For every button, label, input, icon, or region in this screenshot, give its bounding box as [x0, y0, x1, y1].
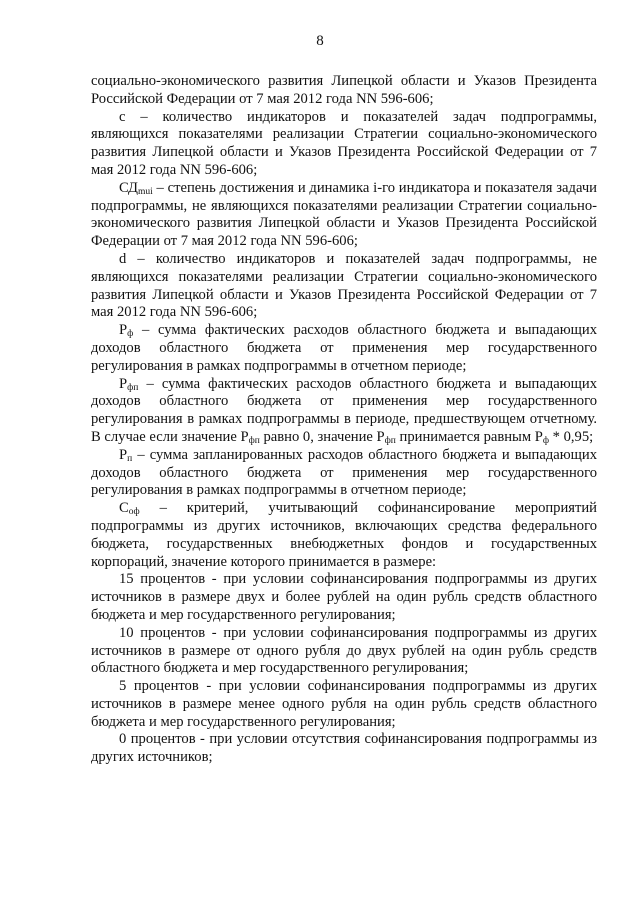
paragraph	[91, 73, 597, 109]
formula-subscript: п	[127, 453, 133, 464]
paragraph-text: – степень достижения и динамика i-го индикатора и показателя задачи подпрограммы, не являющихся показателями реализации Стратегии социально-экономического развития Липецкой области и Указов Президента Российской Федерации от 7 мая 2012 года NN 596-606;	[91, 179, 597, 250]
formula-subscript: mui	[137, 186, 153, 197]
paragraph	[91, 625, 597, 678]
paragraph-text: 10 процентов - при условии софинансирования подпрограммы из других источников в размере от одного рубля до двух рублей на один рубль средств областного бюджета и мер государственного регулирования;	[91, 624, 597, 677]
formula-subscript: фп	[127, 382, 139, 393]
formula-subscript: фп	[384, 435, 396, 446]
formula-subscript: фп	[248, 435, 260, 446]
paragraph	[91, 678, 597, 731]
paragraph-text: d – количество индикаторов и показателей задач подпрограммы, не являющихся показателями реализации Стратегии социально-экономического развития Липецкой области и Указов Президента Российской Федерации от 7 мая 2012 года NN 596-606;	[91, 250, 597, 321]
paragraph-text: принимается равным Р	[395, 428, 543, 445]
document-body	[91, 73, 597, 767]
paragraph-text: 15 процентов - при условии софинансирования подпрограммы из других источников в размере двух и более рублей на один рубль средств областного бюджета и мер государственного регулирования;	[91, 571, 597, 623]
paragraph-text: равно 0, значение Р	[259, 428, 385, 445]
paragraph	[91, 447, 597, 500]
paragraph-text: – сумма фактических расходов областного бюджета и выпадающих доходов областного бюджета от применения мер государственного регулирования в рамках подпрограммы в периоде, предшествующем отчетному. В случае если значение Р	[91, 375, 597, 445]
page-number: 8	[316, 33, 324, 49]
formula-subscript: ф	[127, 329, 134, 340]
formula-symbol: Р	[119, 322, 128, 339]
paragraph	[91, 180, 597, 251]
paragraph-text: * 0,95;	[549, 428, 594, 445]
formula-symbol: С	[119, 500, 129, 517]
formula-subscript: ф	[542, 435, 550, 446]
paragraph-text: c – количество индикаторов и показателей задач подпрограммы, являющихся показателями реализации Стратегии социально-экономического развития Липецкой области и Указов Президента Российской Федерации от 7 мая 2012 года NN 596-606;	[91, 108, 597, 178]
paragraph	[91, 109, 597, 180]
paragraph-text: – сумма фактических расходов областного бюджета и выпадающих доходов областного бюджета от применения мер государственного регулирования в рамках подпрограммы в отчетном периоде;	[91, 322, 597, 374]
paragraph-text: – сумма запланированных расходов областного бюджета и выпадающих доходов областного бюджета от применения мер государственного регулирования в рамках подпрограммы в отчетном периоде;	[91, 446, 597, 499]
paragraph-text: 5 процентов - при условии софинансирования подпрограммы из других источников в размере менее одного рубля на один рубль средств областного бюджета и мер государственного регулирования;	[91, 678, 597, 730]
formula-symbol: Р	[119, 375, 128, 392]
paragraph-text: 0 процентов - при условии отсутствия софинансирования подпрограммы из других источников;	[91, 731, 597, 766]
formula-symbol: Р	[119, 446, 128, 463]
paragraph	[91, 251, 597, 322]
paragraph	[91, 500, 597, 571]
paragraph	[91, 376, 597, 447]
formula-symbol: СД	[119, 179, 138, 196]
paragraph-text: социально-экономического развития Липецкой области и Указов Президента Российской Федерации от 7 мая 2012 года NN 596-606;	[91, 73, 597, 107]
formula-subscript: оф	[128, 507, 140, 518]
paragraph-text: – критерий, учитывающий софинансирование мероприятий подпрограммы из других источников, включающих средства федерального бюджета, государственных внебюджетных фондов и государственных корпораций, значение которого принимается в размере:	[91, 500, 597, 570]
paragraph	[91, 731, 597, 767]
paragraph	[91, 571, 597, 624]
paragraph	[91, 322, 597, 375]
